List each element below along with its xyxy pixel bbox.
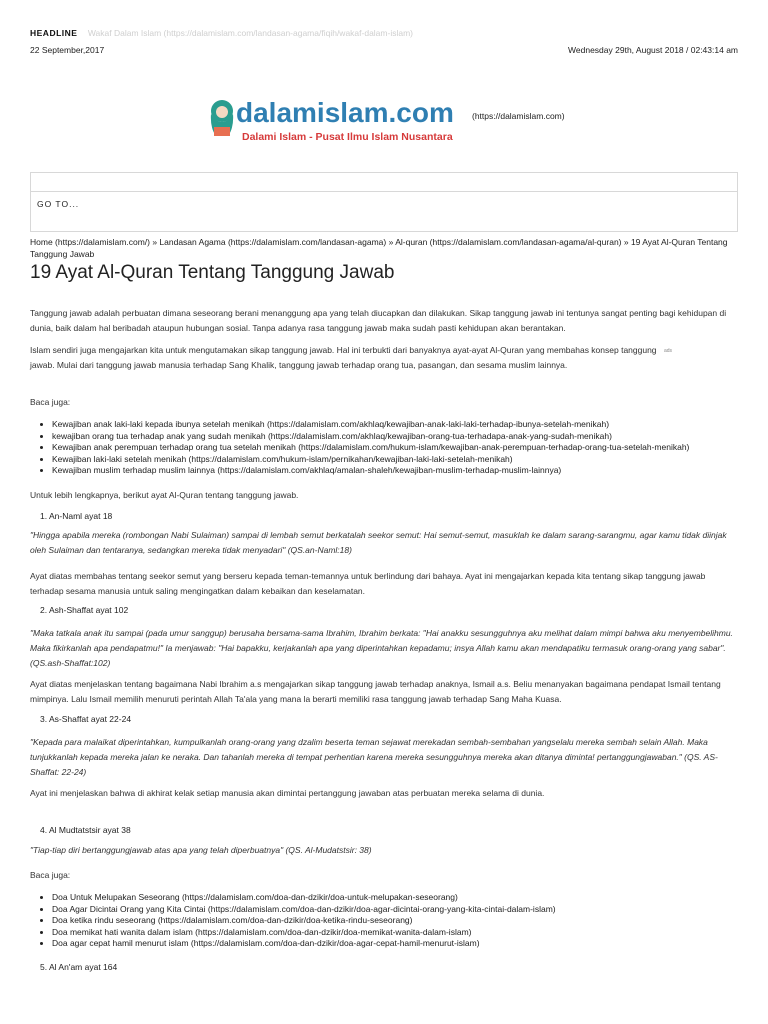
logo-tagline: Dalami Islam - Pusat Ilmu Islam Nusantara <box>242 131 453 143</box>
related-links-1 <box>40 419 752 477</box>
section-heading-3: 3. As-Shaffat ayat 22-24 <box>40 714 132 724</box>
related-link[interactable]: • Kewajiban anak laki-laki kepada ibunya setelah menikah (https://dalamislam.com/akhlaq/kewajiban-anak-laki-laki-terhadap-ibunya-setelah-menikah) <box>52 419 752 431</box>
related-link[interactable]: • Doa Untuk Melupakan Seseorang (https://dalamislam.com/doa-dan-dzikir/doa-untuk-melupakan-seseorang) <box>52 892 752 904</box>
headline-link[interactable]: Wakaf Dalam Islam (https://dalamislam.com/landasan-agama/fiqih/wakaf-dalam-islam) <box>87 28 413 38</box>
explanation-3: Ayat ini menjelaskan bahwa di akhirat kelak setiap manusia akan dimintai pertanggung jawaban atas perbuatan mereka selama di dunia. <box>30 788 545 798</box>
quote-3: "Kepada para malaikat diperintahkan, kumpulkanlah orang-orang yang dzalim beserta teman sejawat merekadan sembah-sembahan yangselalu mereka sembah selain Allah. Maka tunjukkanlah kepada mereka jalan ke neraka. Dan tahanlah mereka di tempat perhentian karena mereka sesungguhnya mereka akan ditanya diminta! pertanggungjawaban." (QS. AS-Shaffat: 22-24) <box>30 737 718 777</box>
section-heading-2: 2. Ash-Shaffat ayat 102 <box>40 605 129 615</box>
current-datetime: Wednesday 29th, August 2018 / 02:43:14 am <box>568 45 738 55</box>
section-heading-5: 5. Al An'am ayat 164 <box>40 962 118 972</box>
site-logo[interactable] <box>206 92 476 150</box>
quote-4: "Tiap-tiap diri bertanggungjawab atas apa yang telah diperbuatnya" (QS. Al-Mudatstsir: 38) <box>30 845 372 855</box>
explanation-2: Ayat diatas menjelaskan tentang bagaimana Nabi Ibrahim a.s mengajarkan sikap tanggung jawab terhadap anaknya, Ismail a.s. Beliu menanyakan bagaimana pendapat Ismail tentang mimpinya. Lalu Ismail memilih menuruti perintah Allah Ta'ala yang mana la berarti memiliki rasa tanggung jawab terhadap Sang Maha Kuasa. <box>30 679 721 704</box>
related-link[interactable]: • Doa agar cepat hamil menurut islam (https://dalamislam.com/doa-dan-dzikir/doa-agar-cepat-hamil-menurut-islam) <box>52 938 752 950</box>
goto-menu[interactable]: GO TO... <box>37 199 80 209</box>
quote-2: "Maka tatkala anak itu sampai (pada umur sanggup) berusaha bersama-sama Ibrahim, Ibrahim berkata: "Hai anakku sesungguhnya aku melihat dalam mimpi bahwa aku menyembelihmu. Maka fikirkanlah apa pendapatmu!" Ia menjawab: "Hai bapakku, kerjakanlah apa yang diperintahkan kepadamu; insya Allah kamu akan mendapatiku termasuk orang-orang yang sabar". (QS.ash-Shaffat:102) <box>30 628 733 668</box>
quote-1: "Hingga apabila mereka (rombongan Nabi Sulaiman) sampai di lembah semut berkatalah seekor semut: Hai semut-semut, masuklah ke dalam sarang-sarangmu, agar kamu tidak diinjak oleh Sulaiman dan tentaranya, sedangkan mereka tidak menyadari" (QS.an-Naml:18) <box>30 530 727 555</box>
section-heading-4: 4. Al Mudtatstsir ayat 38 <box>40 825 131 835</box>
related-link[interactable]: • Kewajiban anak perempuan terhadap orang tua setelah menikah (https://dalamislam.com/hukum-islam/kewajiban-anak-perempuan-terhadap-orang-tua-setelah-menikah) <box>52 442 752 454</box>
navigation-box <box>30 172 738 232</box>
baca-juga-label-2: Baca juga: <box>30 870 71 880</box>
article-title: 19 Ayat Al-Quran Tentang Tanggung Jawab <box>30 262 395 283</box>
headline-bar <box>30 28 738 40</box>
related-link[interactable]: • Doa ketika rindu seseorang (https://dalamislam.com/doa-dan-dzikir/doa-ketika-rindu-seseorang) <box>52 915 752 927</box>
explanation-1: Ayat diatas membahas tentang seekor semut yang berseru kepada teman-temannya untuk berlindung dari bahaya. Ayat ini mengajarkan kepada kita tentang sikap tanggung jawab terhadap sesama manusia untuk saling mengingatkan dalam kebaikan dan keselamatan. <box>30 571 706 596</box>
related-link[interactable]: • Doa Agar Dicintai Orang yang Kita Cintai (https://dalamislam.com/doa-dan-dzikir/doa-agar-dicintai-orang-yang-kita-cintai-dalam-islam) <box>52 904 752 916</box>
baca-juga-label: Baca juga: <box>30 397 71 407</box>
ads-label: ads <box>664 348 673 354</box>
related-link[interactable]: • Kewajiban laki-laki setelah menikah (https://dalamislam.com/hukum-islam/pernikahan/kewajiban-laki-laki-setelah-menikah) <box>52 454 752 466</box>
breadcrumb[interactable]: Home (https://dalamislam.com/) » Landasan Agama (https://dalamislam.com/landasan-agama) » Al-quran (https://dalamislam.com/landasan-agama/al-quran) » 19 Ayat Al-Quran Tentang Tanggung Jawab <box>30 237 728 259</box>
related-links-2 <box>40 892 752 950</box>
related-link[interactable]: • Kewajiban muslim terhadap muslim lainnya (https://dalamislam.com/akhlaq/amalan-shaleh/kewajiban-muslim-terhadap-muslim-lainnya) <box>52 465 752 477</box>
logo-url[interactable]: (https://dalamislam.com) <box>472 111 565 121</box>
lead-paragraph: Untuk lebih lengkapnya, berikut ayat Al-Quran tentang tanggung jawab. <box>30 490 299 500</box>
nav-divider <box>31 191 737 192</box>
section-heading-1: 1. An-Naml ayat 18 <box>40 511 113 521</box>
related-link[interactable]: • Doa memikat hati wanita dalam islam (https://dalamislam.com/doa-dan-dzikir/doa-memikat-wanita-dalam-islam) <box>52 927 752 939</box>
related-link[interactable]: • kewajiban orang tua terhadap anak yang sudah menikah (https://dalamislam.com/akhlaq/kewajiban-orang-tua-terhadapa-anak-yang-sudah-menikah) <box>52 431 752 443</box>
logo-graphic <box>206 92 476 150</box>
intro-paragraph-2: Islam sendiri juga mengajarkan kita untuk mengutamakan sikap tanggung jawab. Hal ini terbukti dari banyaknya ayat-ayat Al-Quran yang membahas konsep tanggung jawab. Mulai dari tanggung jawab manusia terhadap Sang Khalik, tanggung jawab terhadap orang tua, pasangan, dan sesama muslim lainnya. <box>30 345 657 370</box>
logo-brand: dalamislam.com <box>236 97 454 128</box>
date-row <box>30 45 738 55</box>
intro-paragraph-1: Tanggung jawab adalah perbuatan dimana seseorang berani menanggung apa yang telah diucapkan dan dilakukan. Sikap tanggung jawab ini tentunya sangat penting bagi kehidupan di dunia, baik dalam hal beribadah ataupun hubungan sosial. Tanpa adanya rasa tanggung jawab maka sudah pasti kehidupan akan berantakan. <box>30 308 727 333</box>
headline-label: HEADLINE <box>30 28 78 38</box>
post-date: 22 September,2017 <box>30 45 105 55</box>
